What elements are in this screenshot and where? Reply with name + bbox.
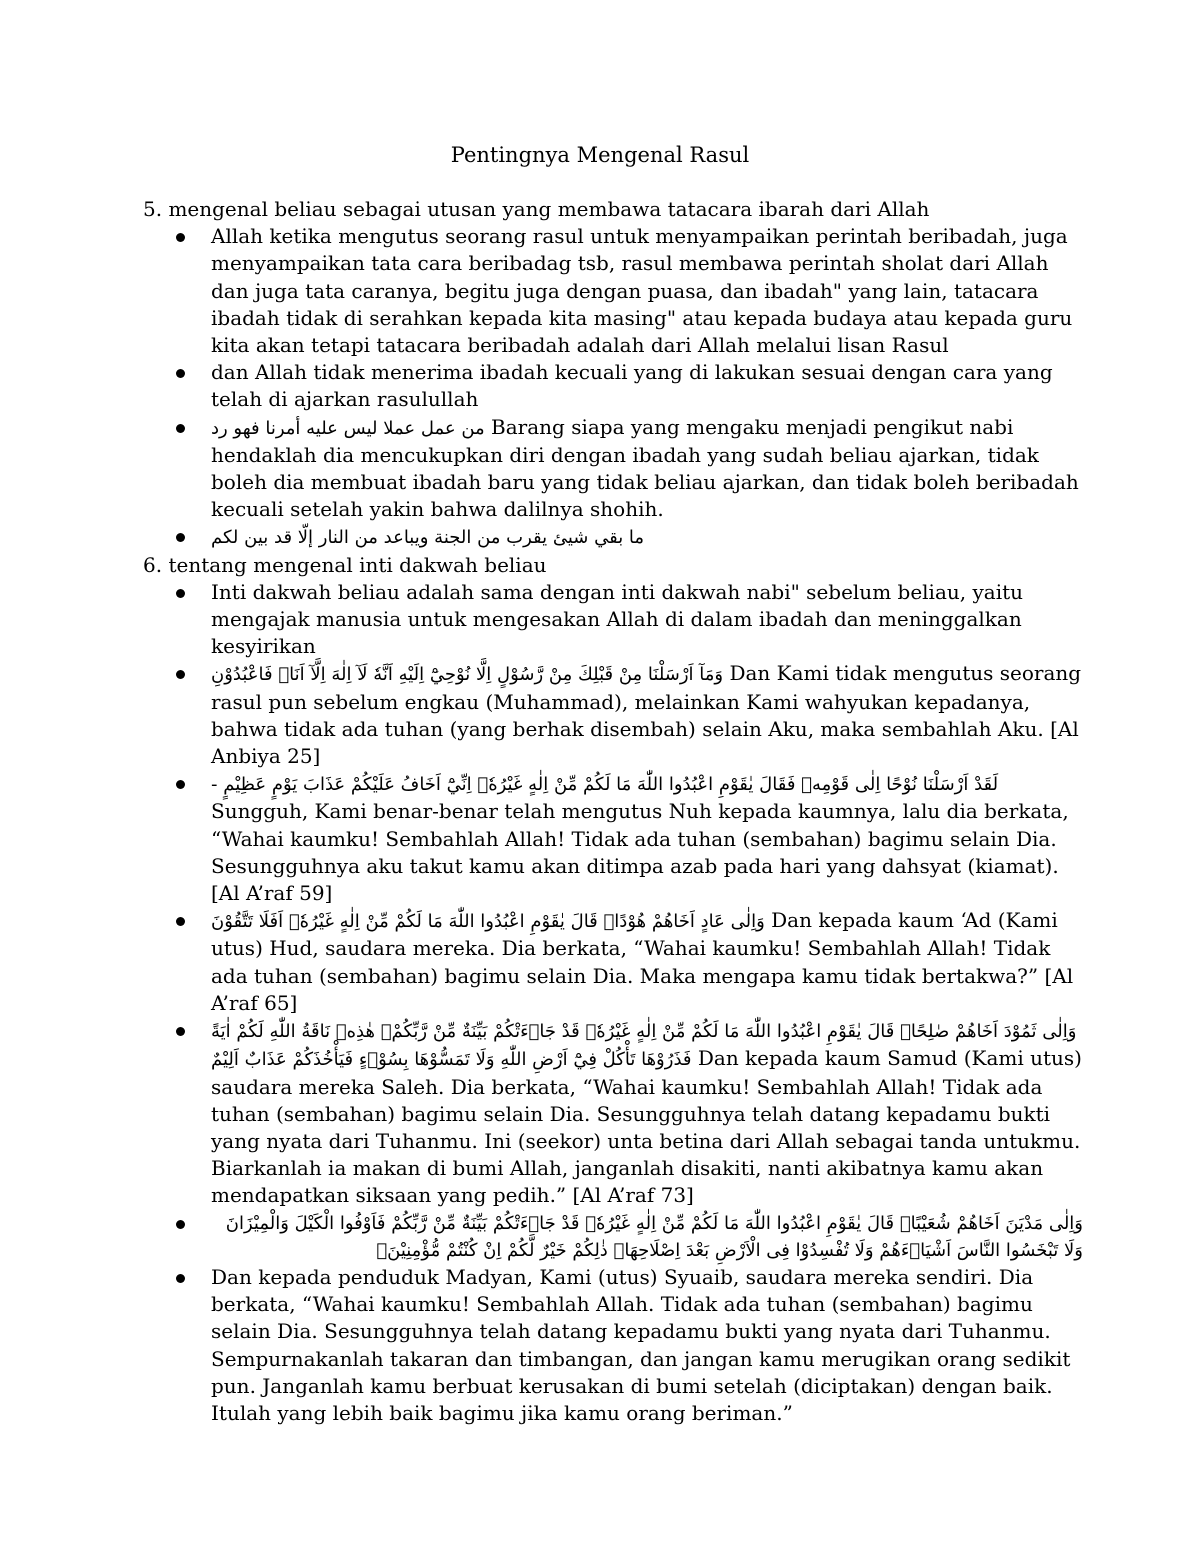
arabic-text: وَمَآ اَرْسَلْنَا مِنْ قَبْلِكَ مِنْ رَّسُوْلٍ اِلَّا نُوْحِيْٓ اِلَيْهِ اَنَّهٗ لَآ اِلٰهَ اِلَّآ اَنَا۠ فَاعْبُدُوْنِ [211, 664, 724, 686]
bullet-list [143, 223, 1083, 551]
item-text: Barang siapa yang mengaku menjadi pengikut nabi hendaklah dia mencukupkan diri dengan ibadah yang sudah beliau ajarkan, tidak boleh dia membuat ibadah baru yang tidak beliau ajarkan, dan tidak boleh beribadah kecuali setelah yakin bahwa dalilnya shohih. [211, 414, 1079, 522]
section-6 [143, 552, 1083, 1428]
section-heading: 5. mengenal beliau sebagai utusan yang membawa tatacara ibarah dari Allah [143, 197, 930, 221]
arabic-text: وَاِلٰى عَادٍ اَخَاهُمْ هُوْدًاۗ قَالَ يٰقَوْمِ اعْبُدُوا اللّٰهَ مَا لَكُمْ مِّنْ اِلٰهٍ غَيْرُهٗۗ اَفَلَا تَتَّقُوْنَ [211, 911, 765, 933]
section-heading: 6. tentang mengenal inti dakwah beliau [143, 552, 547, 577]
item-text: Dan kepada penduduk Madyan, Kami (utus) Syuaib, saudara mereka sendiri. Dia berkata, “Wahai kaumku! Sembahlah Allah. Tidak ada tuhan (sembahan) bagimu selain Dia. Sesungguhnya telah datang kepadamu bukti yang nyata dari Tuhanmu. Sempurnakanlah takaran dan timbangan, dan jangan kamu merugikan orang sedikit pun. Janganlah kamu berbuat kerusakan di bumi setelah (diciptakan) dengan baik. Itulah yang lebih baik bagimu jika kamu orang beriman.” [211, 1264, 1071, 1425]
section-5 [143, 196, 1083, 552]
page-title: Pentingnya Mengenal Rasul [450, 143, 750, 167]
list-item [143, 223, 1083, 359]
list-item [143, 579, 1083, 661]
arabic-text: لَقَدْ اَرْسَلْنَا نُوْحًا اِلٰى قَوْمِهٖ فَقَالَ يٰقَوْمِ اعْبُدُوا اللّٰهَ مَا لَكُمْ مِّنْ اِلٰهٍ غَيْرُهٗۗ اِنِّيْٓ اَخَافُ عَلَيْكُمْ عَذَابَ يَوْمٍ عَظِيْمٍ - [211, 774, 999, 796]
bullet-icon [176, 369, 185, 378]
bullet-icon [176, 1027, 185, 1036]
list-item [143, 1210, 1083, 1264]
bullet-icon [176, 780, 185, 789]
document-body [143, 196, 1083, 1427]
arabic-text: وَاِلٰى ثَمُوْدَ اَخَاهُمْ صٰلِحًاۘ قَالَ يٰقَوْمِ اعْبُدُوا اللّٰهَ مَا لَكُمْ مِّنْ اِلٰهٍ غَيْرُهٗۗ قَدْ جَاۤءَتْكُمْ بَيِّنَةٌ مِّنْ رَّبِّكُمْۗ هٰذِهٖ نَاقَةُ اللّٰهِ لَكُمْ اٰيَةً فَذَرُوْهَا تَأْكُلْ فِيْٓ اَرْضِ اللّٰهِ وَلَا تَمَسُّوْهَا بِسُوْۤءٍ فَيَأْخُذَكُمْ عَذَابٌ اَلِيْمٌ [211, 1021, 1077, 1071]
list-item [143, 770, 1083, 907]
bullet-icon [176, 233, 185, 242]
bullet-icon [176, 917, 185, 926]
list-item [143, 359, 1083, 413]
item-text: dan Allah tidak menerima ibadah kecuali yang di lakukan sesuai dengan cara yang telah di ajarkan rasulullah [211, 360, 1053, 412]
list-item [143, 414, 1083, 524]
bullet-icon [176, 1220, 185, 1229]
arabic-text: وَاِلٰى مَدْيَنَ اَخَاهُمْ شُعَيْبًاۗ قَالَ يٰقَوْمِ اعْبُدُوا اللّٰهَ مَا لَكُمْ مِّنْ اِلٰهٍ غَيْرُهٗۗ قَدْ جَاۤءَتْكُمْ بَيِّنَةٌ مِّنْ رَّبِّكُمْ فَاَوْفُوا الْكَيْلَ وَالْمِيْزَانَ وَلَا تَبْخَسُوا النَّاسَ اَشْيَاۤءَهُمْ وَلَا تُفْسِدُوْا فِى الْاَرْضِ بَعْدَ اِصْلَاحِهَاۗ ذٰلِكُمْ خَيْرٌ لَّكُمْ اِنْ كُنْتُمْ مُّؤْمِنِيْنَۚ [225, 1212, 1083, 1261]
bullet-list [143, 579, 1083, 1427]
list-item [143, 907, 1083, 1017]
arabic-text: من عمل عملا ليس عليه أمرنا فهو رد [211, 417, 485, 439]
list-item [143, 660, 1083, 770]
bullet-icon [176, 1274, 185, 1283]
item-text: Dan kepada kaum Samud (Kami utus) saudara mereka Saleh. Dia berkata, “Wahai kaumku! Sembahlah Allah! Tidak ada tuhan (sembahan) bagimu selain Dia. Sesungguhnya telah datang kepadamu bukti yang nyata dari Tuhanmu. Ini (seekor) unta betina dari Allah sebagai tanda untukmu. Biarkanlah ia makan di bumi Allah, janganlah disakiti, nanti akibatnya kamu akan mendapatkan siksaan yang pedih.” [Al A’raf 73] [211, 1046, 1082, 1208]
bullet-icon [176, 533, 185, 542]
item-text: Inti dakwah beliau adalah sama dengan inti dakwah nabi" sebelum beliau, yaitu mengajak manusia untuk mengesakan Allah di dalam ibadah dan meninggalkan kesyirikan [211, 579, 1024, 659]
item-text: Sungguh, Kami benar-benar telah mengutus Nuh kepada kaumnya, lalu dia berkata, “Wahai kaumku! Sembahlah Allah! Tidak ada tuhan (sembahan) bagimu selain Dia. Sesungguhnya aku takut kamu akan ditimpa azab pada hari yang dahsyat (kiamat). [Al A’raf 59] [211, 799, 1069, 906]
bullet-icon [176, 424, 185, 433]
bullet-icon [176, 589, 185, 598]
item-text: Dan Kami tidak mengutus seorang rasul pun sebelum engkau (Muhammad), melainkan Kami wahyukan kepadanya, bahwa tidak ada tuhan (yang berhak disembah) selain Aku, maka sembahlah Aku. [Al Anbiya 25] [211, 661, 1082, 769]
list-item [143, 1017, 1083, 1209]
list-item [143, 523, 1083, 551]
item-text: Dan kepada kaum ‘Ad (Kami utus) Hud, saudara mereka. Dia berkata, “Wahai kaumku! Sembahlah Allah! Tidak ada tuhan (sembahan) bagimu selain Dia. Maka mengapa kamu tidak bertakwa?” [Al A’raf 65] [211, 908, 1074, 1015]
list-item [143, 1264, 1083, 1427]
bullet-icon [176, 670, 185, 679]
arabic-text: ما بقي شيئ يقرب من الجنة ويباعد من النار إلّا قد بين لكم [211, 527, 645, 549]
item-text: Allah ketika mengutus seorang rasul untuk menyampaikan perintah beribadah, juga menyampaikan tata cara beribadag tsb, rasul membawa perintah sholat dari Allah dan juga tata caranya, begitu juga dengan puasa, dan ibadah" yang lain, tatacara ibadah tidak di serahkan kepada kita masing" atau kepada budaya atau kepada guru kita akan tetapi tatacara beribadah adalah dari Allah melalui lisan Rasul [211, 224, 1073, 358]
